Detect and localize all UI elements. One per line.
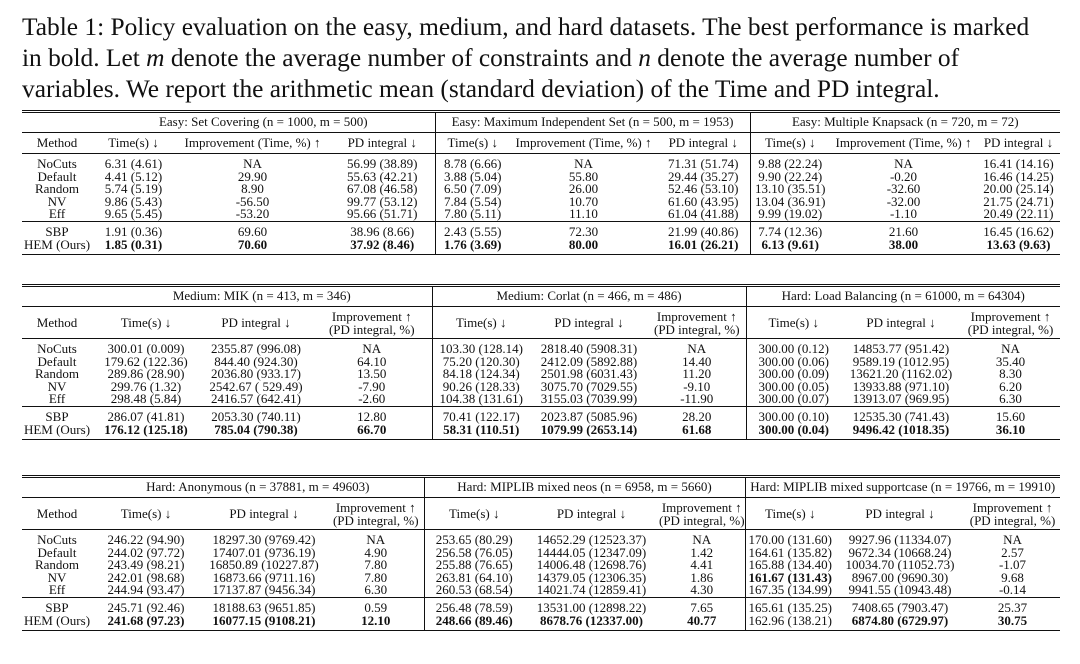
header-cell: PD integral ↓	[524, 498, 659, 530]
header-cell: Time(s) ↓	[745, 498, 835, 530]
header-cell: Improvement ↑ (PD integral, %)	[961, 307, 1060, 339]
method-cell: NoCuts	[37, 341, 77, 356]
value-cell: NA	[1001, 341, 1020, 356]
group-title-row	[22, 112, 1060, 133]
value-cell: 13.50	[312, 368, 432, 381]
value-cell: 21.60	[830, 221, 977, 238]
value-cell: 844.40 (924.30)	[214, 353, 298, 369]
header-cell: Improvement (Time, %) ↑	[510, 133, 657, 154]
header-cell: Method	[22, 133, 92, 154]
value-cell: 21.75 (24.71)	[983, 193, 1054, 209]
value-cell: 16.45 (16.62)	[977, 221, 1060, 238]
table-row	[22, 393, 1060, 406]
value-cell: -0.14	[998, 582, 1027, 598]
value-cell: 55.80	[568, 168, 599, 184]
method-cell: HEM (Ours)	[22, 615, 92, 631]
group-title: Hard: MIPLIB mixed supportcase (n = 19766, m = 19910)	[745, 477, 1060, 498]
value-cell: 8678.76 (12337.00)	[524, 615, 659, 631]
caption-m-symbol: m	[146, 44, 165, 72]
value-cell: 1079.99 (2653.14)	[530, 424, 648, 440]
header-cell: Time(s) ↓	[750, 133, 830, 154]
value-cell: 67.08 (46.58)	[330, 183, 435, 196]
value-cell: 298.48 (5.84)	[110, 391, 182, 407]
value-cell: 18188.63 (9651.85)	[200, 597, 328, 614]
value-cell: 38.96 (8.66)	[330, 221, 435, 238]
group-title-row	[22, 477, 1060, 498]
value-cell: 167.35 (134.99)	[748, 582, 832, 598]
value-cell: 13913.07 (969.95)	[852, 391, 950, 407]
method-cell: Default	[37, 353, 77, 369]
header-cell: Time(s) ↓	[92, 133, 175, 154]
group-title: Hard: Load Balancing (n = 61000, m = 64304)	[746, 286, 1060, 307]
value-cell: 55.63 (42.21)	[330, 171, 435, 184]
value-cell: -7.90	[312, 381, 432, 394]
header-cell: Time(s) ↓	[746, 307, 841, 339]
header-cell: PD integral ↓	[330, 133, 435, 154]
value-cell: 70.41 (122.17)	[432, 406, 530, 423]
value-cell: 14652.29 (12523.37)	[536, 532, 647, 547]
header-cell: Time(s) ↓	[92, 498, 200, 530]
method-cell: Eff	[48, 206, 66, 222]
value-cell: 66.70	[312, 424, 432, 440]
value-cell: 300.00 (0.06)	[758, 353, 829, 369]
method-cell: NV	[47, 378, 67, 394]
value-cell: 6.30	[999, 391, 1022, 407]
method-cell: Eff	[48, 582, 66, 598]
value-cell: -53.20	[235, 206, 270, 222]
value-cell: 1.85 (0.31)	[92, 239, 175, 255]
value-cell: -0.20	[889, 168, 918, 184]
group-title-row	[22, 286, 1060, 307]
easy-results-table	[22, 110, 1060, 255]
value-cell: 9.99 (19.02)	[758, 206, 823, 222]
value-cell: 40.77	[659, 615, 745, 631]
value-cell: 300.00 (0.12)	[758, 341, 829, 356]
value-cell: 16.01 (26.21)	[657, 239, 750, 255]
method-cell: NV	[47, 193, 67, 209]
group-title: Hard: MIPLIB mixed neos (n = 6958, m = 5660)	[424, 477, 745, 498]
value-cell: 2412.09 (5892.88)	[540, 353, 638, 369]
value-cell: 4.41	[659, 559, 745, 572]
value-cell: -56.50	[235, 193, 270, 209]
value-cell: 16850.89 (10227.87)	[209, 557, 319, 573]
value-cell: 1.42	[659, 547, 745, 560]
value-cell: 9.90 (22.24)	[758, 168, 823, 184]
header-cell: PD integral ↓	[977, 133, 1060, 154]
method-cell: SBP	[22, 406, 92, 423]
value-cell: 35.40	[995, 353, 1026, 369]
value-cell: 3075.70 (7029.55)	[540, 378, 638, 394]
value-cell: 170.00 (131.60)	[748, 532, 832, 547]
value-cell: 17407.01 (9736.19)	[212, 544, 316, 560]
header-cell: PD integral ↓	[657, 133, 750, 154]
value-cell: 244.94 (93.47)	[107, 582, 185, 598]
value-cell: 9.65 (5.45)	[104, 206, 163, 222]
caption-line-2b: denote the average number of constraints and	[164, 44, 639, 72]
value-cell: 11.20	[648, 368, 746, 381]
value-cell: 13.10 (35.51)	[755, 181, 826, 197]
table-row	[22, 584, 1060, 597]
value-cell: 58.31 (110.51)	[432, 424, 530, 440]
value-cell: -32.00	[886, 193, 921, 209]
header-cell: Improvement ↑ (PD integral, %)	[965, 498, 1060, 530]
value-cell: 2.57	[1001, 544, 1024, 560]
value-cell: 7.80 (5.11)	[444, 206, 502, 222]
header-cell: Improvement ↑ (PD integral, %)	[312, 307, 432, 339]
header-cell: Time(s) ↓	[432, 307, 530, 339]
value-cell: 4.30	[659, 584, 745, 597]
value-cell: 260.53 (68.54)	[435, 582, 513, 598]
value-cell: 13.04 (36.91)	[755, 193, 826, 209]
value-cell: 16873.66 (9711.16)	[212, 569, 316, 585]
value-cell: 176.12 (125.18)	[92, 424, 200, 440]
value-cell: 7.80	[328, 559, 424, 572]
header-cell: Improvement ↑ (PD integral, %)	[328, 498, 424, 530]
value-cell: 300.00 (0.09)	[758, 366, 829, 382]
table-row	[22, 597, 1060, 614]
value-cell: 18297.30 (9769.42)	[212, 532, 316, 547]
value-cell: NA	[574, 156, 593, 171]
value-cell: NA	[1003, 532, 1022, 547]
group-title: Medium: MIK (n = 413, m = 346)	[92, 286, 432, 307]
header-cell: Method	[22, 498, 92, 530]
caption-line-3: variables. We report the arithmetic mean (standard deviation) of the Time and PD integral.	[22, 75, 940, 103]
value-cell: 12535.30 (741.43)	[841, 406, 961, 423]
value-cell: 1.76 (3.69)	[435, 239, 510, 255]
value-cell: 7408.65 (7903.47)	[835, 597, 965, 614]
value-cell: 246.22 (94.90)	[107, 532, 185, 547]
table-caption	[22, 12, 1062, 105]
value-cell: 2542.67 ( 529.49)	[209, 378, 303, 394]
method-cell: Eff	[48, 391, 66, 407]
value-cell: -9.10	[648, 381, 746, 394]
value-cell: 64.10	[312, 356, 432, 369]
value-cell: 26.00	[568, 181, 599, 197]
header-cell: PD integral ↓	[835, 498, 965, 530]
value-cell: NA	[243, 156, 262, 171]
value-cell: NA	[312, 343, 432, 356]
value-cell: NA	[648, 343, 746, 356]
header-cell: PD integral ↓	[530, 307, 648, 339]
value-cell: 1.91 (0.36)	[92, 221, 175, 238]
group-title: Easy: Multiple Knapsack (n = 720, m = 72)	[750, 112, 1060, 133]
value-cell: 30.75	[965, 615, 1060, 631]
header-cell: Time(s) ↓	[435, 133, 510, 154]
value-cell: 2036.80 (933.17)	[211, 366, 301, 382]
value-cell: 300.00 (0.04)	[746, 424, 841, 440]
medium-hard-results-table	[22, 284, 1060, 440]
value-cell: 5.74 (5.19)	[104, 181, 163, 197]
value-cell: 2023.87 (5085.96)	[530, 406, 648, 423]
value-cell: 13.63 (9.63)	[977, 239, 1060, 255]
value-cell: 4.90	[328, 547, 424, 560]
value-cell: 90.26 (128.33)	[442, 378, 520, 394]
value-cell: 245.71 (92.46)	[92, 597, 200, 614]
caption-line-2c: denote the average number of	[650, 44, 960, 72]
value-cell: 165.88 (134.40)	[748, 557, 832, 573]
value-cell: 13933.88 (971.10)	[852, 378, 950, 394]
value-cell: 7.65	[659, 597, 745, 614]
header-cell: Improvement ↑ (PD integral, %)	[648, 307, 746, 339]
value-cell: 29.90	[237, 168, 268, 184]
method-cell: NoCuts	[37, 532, 77, 547]
value-cell: 28.20	[648, 406, 746, 423]
table-row	[22, 208, 1060, 221]
group-title: Medium: Corlat (n = 466, m = 486)	[432, 286, 746, 307]
value-cell: 286.07 (41.81)	[92, 406, 200, 423]
method-cell: Random	[34, 366, 80, 382]
value-cell: 162.96 (138.21)	[745, 615, 835, 631]
header-cell: PD integral ↓	[200, 307, 312, 339]
caption-line-2a: in bold. Let	[22, 44, 147, 72]
value-cell: 16077.15 (9108.21)	[200, 615, 328, 631]
header-cell: Method	[22, 307, 92, 339]
value-cell: 2416.57 (642.41)	[211, 391, 301, 407]
value-cell: 256.58 (76.05)	[435, 544, 513, 560]
value-cell: 243.49 (98.21)	[107, 557, 185, 573]
header-cell: Improvement (Time, %) ↑	[830, 133, 977, 154]
value-cell: 14006.48 (12698.76)	[536, 557, 647, 573]
value-cell: 17137.87 (9456.34)	[212, 582, 316, 598]
method-cell: HEM (Ours)	[22, 239, 92, 255]
value-cell: 8.30	[999, 366, 1022, 382]
value-cell: 20.00 (25.14)	[983, 181, 1054, 197]
table-row	[22, 424, 1060, 440]
value-cell: 6.13 (9.61)	[750, 239, 830, 255]
method-cell: Default	[37, 168, 77, 184]
value-cell: 103.30 (128.14)	[439, 341, 523, 356]
value-cell: -32.60	[886, 181, 921, 197]
method-cell: NV	[47, 569, 67, 585]
value-cell: 12.10	[328, 615, 424, 631]
value-cell: 300.00 (0.07)	[758, 391, 829, 407]
value-cell: 10.70	[568, 193, 599, 209]
header-row	[22, 307, 1060, 339]
value-cell: 2053.30 (740.11)	[200, 406, 312, 423]
value-cell: 9.88 (22.24)	[758, 156, 823, 171]
method-cell: SBP	[22, 597, 92, 614]
value-cell: 785.04 (790.38)	[200, 424, 312, 440]
value-cell: 161.67 (131.43)	[748, 569, 832, 585]
value-cell: 14379.05 (12306.35)	[536, 569, 647, 585]
value-cell: 69.60	[175, 221, 330, 238]
value-cell: 99.77 (53.12)	[330, 196, 435, 209]
value-cell: -11.90	[648, 393, 746, 406]
group-title: Easy: Maximum Independent Set (n = 500, m = 1953)	[435, 112, 750, 133]
value-cell: 70.60	[175, 239, 330, 255]
value-cell: 14444.05 (12347.09)	[536, 544, 647, 560]
method-cell: HEM (Ours)	[22, 424, 92, 440]
group-title: Hard: Anonymous (n = 37881, m = 49603)	[92, 477, 424, 498]
header-row	[22, 498, 1060, 530]
value-cell: 2.43 (5.55)	[435, 221, 510, 238]
value-cell: 300.00 (0.10)	[746, 406, 841, 423]
value-cell: 2501.98 (6031.43)	[540, 366, 638, 382]
value-cell: 164.61 (135.82)	[748, 544, 832, 560]
method-cell: Default	[37, 544, 77, 560]
value-cell: -1.07	[998, 557, 1027, 573]
value-cell: 84.18 (124.34)	[442, 366, 520, 382]
value-cell: 13531.00 (12898.22)	[524, 597, 659, 614]
header-cell: Time(s) ↓	[424, 498, 524, 530]
value-cell: 95.66 (51.71)	[330, 208, 435, 221]
value-cell: 25.37	[965, 597, 1060, 614]
value-cell: 16.41 (14.16)	[983, 156, 1054, 171]
value-cell: 263.81 (64.10)	[435, 569, 513, 585]
value-cell: 61.04 (41.88)	[657, 208, 750, 221]
value-cell: 61.60 (43.95)	[657, 196, 750, 209]
value-cell: 253.65 (80.29)	[435, 532, 513, 547]
method-cell: NoCuts	[37, 156, 77, 171]
value-cell: 2355.87 (996.08)	[211, 341, 301, 356]
value-cell: 6.30	[328, 584, 424, 597]
value-cell: 61.68	[648, 424, 746, 440]
value-cell: 244.02 (97.72)	[107, 544, 185, 560]
value-cell: 52.46 (53.10)	[657, 183, 750, 196]
header-cell: Improvement (Time, %) ↑	[175, 133, 330, 154]
value-cell: 8.90	[241, 181, 264, 197]
value-cell: 29.44 (35.27)	[657, 171, 750, 184]
value-cell: 56.99 (38.89)	[330, 158, 435, 171]
value-cell: 14.40	[648, 356, 746, 369]
value-cell: 2818.40 (5908.31)	[540, 341, 638, 356]
value-cell: 36.10	[961, 424, 1060, 440]
value-cell: 12.80	[312, 406, 432, 423]
value-cell: 6.31 (4.61)	[104, 156, 163, 171]
header-cell: Improvement ↑ (PD integral, %)	[659, 499, 745, 528]
value-cell: 16.46 (14.25)	[983, 168, 1054, 184]
value-cell: 10034.70 (11052.73)	[845, 557, 955, 573]
value-cell: 15.60	[961, 406, 1060, 423]
value-cell: 7.80	[328, 572, 424, 585]
value-cell: 248.66 (89.46)	[424, 615, 524, 631]
value-cell: 14021.74 (12859.41)	[536, 582, 647, 598]
header-cell: Time(s) ↓	[92, 307, 200, 339]
value-cell: 241.68 (97.23)	[92, 615, 200, 631]
value-cell: 38.00	[830, 239, 977, 255]
value-cell: 255.88 (76.65)	[435, 557, 513, 573]
value-cell: 242.01 (98.68)	[107, 569, 185, 585]
group-title: Easy: Set Covering (n = 1000, m = 500)	[92, 112, 435, 133]
table-row	[22, 615, 1060, 631]
table-row	[22, 239, 1060, 255]
value-cell: 289.86 (28.90)	[107, 366, 185, 382]
method-cell: SBP	[22, 221, 92, 238]
value-cell: 104.38 (131.61)	[439, 391, 523, 407]
table-row	[22, 406, 1060, 423]
value-cell: -2.60	[312, 393, 432, 406]
value-cell: 20.49 (22.11)	[983, 206, 1054, 222]
value-cell: 8.78 (6.66)	[444, 156, 502, 171]
value-cell: 1.86	[659, 572, 745, 585]
value-cell: 7.74 (12.36)	[750, 221, 830, 238]
value-cell: 9.68	[1001, 569, 1024, 585]
value-cell: 75.20 (120.30)	[442, 353, 520, 369]
header-row	[22, 133, 1060, 154]
value-cell: 6.20	[999, 378, 1022, 394]
value-cell: NA	[894, 156, 913, 171]
value-cell: 8967.00 (9690.30)	[851, 569, 949, 585]
value-cell: 256.48 (78.59)	[424, 597, 524, 614]
value-cell: 13621.20 (1162.02)	[849, 366, 953, 382]
value-cell: 37.92 (8.46)	[330, 239, 435, 255]
method-cell: Random	[34, 181, 80, 197]
method-cell: Random	[34, 557, 80, 573]
header-cell: PD integral ↓	[200, 498, 328, 530]
value-cell: 300.01 (0.009)	[107, 341, 185, 356]
value-cell: 9941.55 (10943.48)	[848, 582, 952, 598]
value-cell: 0.59	[328, 597, 424, 614]
value-cell: 9.86 (5.43)	[104, 193, 163, 209]
value-cell: 21.99 (40.86)	[657, 221, 750, 238]
value-cell: 9496.42 (1018.35)	[841, 424, 961, 440]
value-cell: 299.76 (1.32)	[110, 378, 182, 394]
value-cell: 71.31 (51.74)	[657, 158, 750, 171]
value-cell: NA	[328, 534, 424, 547]
value-cell: 14853.77 (951.42)	[852, 341, 950, 356]
hard-results-table	[22, 475, 1060, 631]
header-cell: PD integral ↓	[841, 307, 961, 339]
value-cell: 9672.34 (10668.24)	[848, 544, 952, 560]
value-cell: 6.50 (7.09)	[444, 181, 502, 197]
caption-n-symbol: n	[638, 44, 651, 72]
value-cell: 179.62 (122.36)	[104, 353, 188, 369]
value-cell: 165.61 (135.25)	[745, 597, 835, 614]
value-cell: 9589.19 (1012.95)	[852, 353, 950, 369]
value-cell: 6874.80 (6729.97)	[835, 615, 965, 631]
value-cell: 9927.96 (11334.07)	[848, 532, 952, 547]
value-cell: 300.00 (0.05)	[758, 378, 829, 394]
value-cell: -1.10	[889, 206, 918, 222]
value-cell: NA	[659, 534, 745, 547]
value-cell: 3.88 (5.04)	[444, 168, 502, 184]
caption-line-1: Table 1: Policy evaluation on the easy, medium, and hard datasets. The best performance is marked	[22, 13, 1030, 41]
value-cell: 3155.03 (7039.99)	[540, 391, 638, 407]
value-cell: 80.00	[510, 239, 657, 255]
value-cell: 11.10	[569, 206, 598, 222]
value-cell: 4.41 (5.12)	[104, 168, 163, 184]
value-cell: 72.30	[510, 221, 657, 238]
value-cell: 7.84 (5.54)	[444, 193, 502, 209]
table-row	[22, 221, 1060, 238]
